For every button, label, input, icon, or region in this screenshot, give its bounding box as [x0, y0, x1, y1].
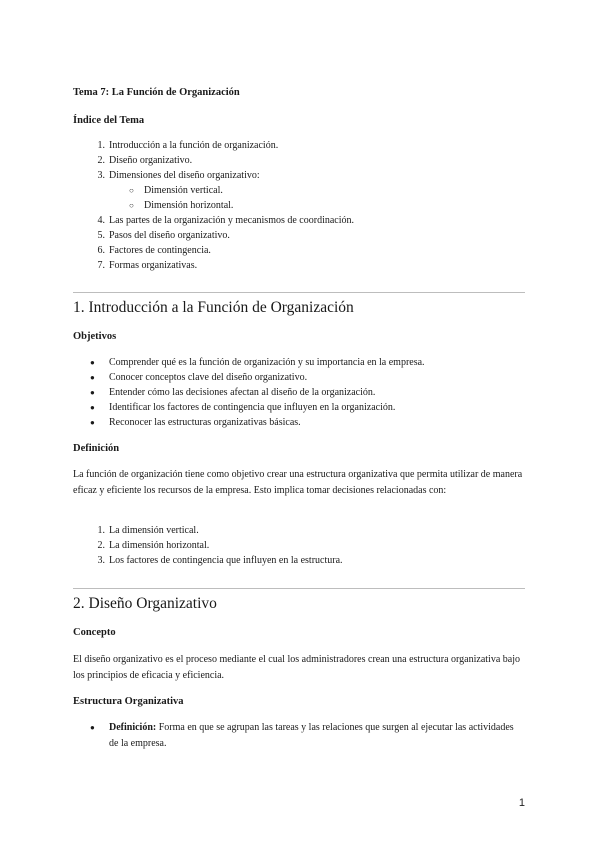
list-item: 6. Factores de contingencia.: [97, 245, 211, 256]
list-item: ● Definición: Forma en que se agrupan las tareas y las relaciones que surgen al ejecutar las actividades de la empresa.: [90, 722, 514, 749]
definition-label: Definición:: [109, 722, 157, 733]
list-item: 2. Diseño organizativo.: [97, 155, 193, 166]
list-item: 4. Las partes de la organización y mecanismos de coordinación.: [97, 215, 355, 226]
concept-paragraph: El diseño organizativo es el proceso mediante el cual los administradores crean una estructura organizativa bajo los principios de eficacia y eficiencia.: [73, 654, 520, 681]
structure-heading: Estructura Organizativa: [73, 696, 184, 707]
list-sub-item: ○ Dimensión horizontal.: [129, 200, 234, 211]
list-item: 3. Dimensiones del diseño organizativo:: [97, 170, 260, 181]
list-item: ● Conocer conceptos clave del diseño organizativo.: [90, 372, 308, 383]
section-2-title: 2. Diseño Organizativo: [73, 595, 217, 612]
list-item: ● Reconocer las estructuras organizativas básicas.: [90, 417, 301, 428]
list-item: 5. Pasos del diseño organizativo.: [97, 230, 230, 241]
list-item: 1. Introducción a la función de organización.: [97, 140, 279, 151]
objectives-list: [73, 355, 525, 430]
definition-list: [73, 523, 525, 568]
list-item: 1. La dimensión vertical.: [97, 525, 199, 536]
concept-heading: Concepto: [73, 627, 116, 638]
definition-text: Forma en que se agrupan las tareas y las relaciones que surgen al ejecutar las actividades de la empresa.: [109, 722, 514, 749]
list-item: 2. La dimensión horizontal.: [97, 540, 210, 551]
section-divider: [73, 292, 525, 293]
definition-heading: Definición: [73, 443, 120, 454]
list-item: 3. Los factores de contingencia que influyen en la estructura.: [97, 555, 343, 566]
list-sub-item: ○ Dimensión vertical.: [129, 185, 223, 196]
section-divider: [73, 588, 525, 589]
page-number: 1: [518, 797, 525, 809]
list-item: ● Identificar los factores de contingencia que influyen en la organización.: [90, 402, 396, 413]
document-title: Tema 7: La Función de Organización: [73, 87, 240, 98]
index-heading: Índice del Tema: [73, 115, 145, 126]
definition-paragraph: La función de organización tiene como objetivo crear una estructura organizativa que permita utilizar de manera eficaz y eficiente los recursos de la empresa. Esto implica tomar decisiones relacionadas con:: [73, 469, 523, 496]
list-item: ● Entender cómo las decisiones afectan al diseño de la organización.: [90, 387, 376, 398]
objectives-heading: Objetivos: [73, 331, 117, 342]
list-item: 7. Formas organizativas.: [97, 260, 198, 271]
section-1-title: 1. Introducción a la Función de Organización: [73, 299, 354, 316]
index-list: [73, 138, 525, 273]
structure-list: [73, 720, 525, 751]
list-item: ● Comprender qué es la función de organización y su importancia en la empresa.: [90, 357, 425, 368]
